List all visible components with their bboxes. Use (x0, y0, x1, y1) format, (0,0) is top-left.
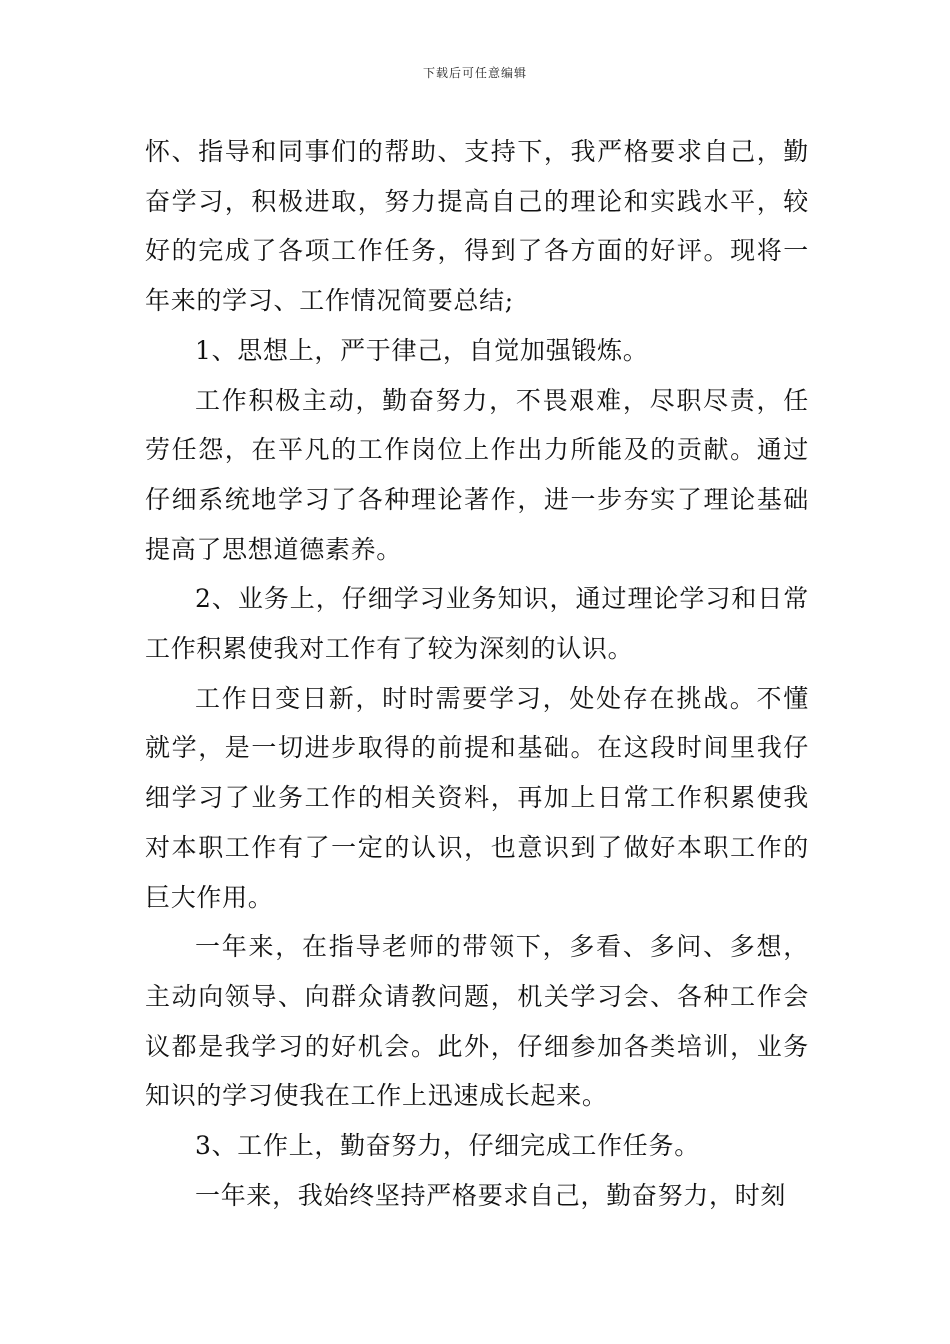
page-header: 下载后可任意编辑 (422, 66, 527, 80)
paragraph-7: 3、工作上，勤奋努力，仔细完成工作任务。 (195, 1131, 700, 1161)
paragraph-6: 一年来，在指导老师的带领下，多看、多问、多想，主动向领导、向群众请教问题，机关学习会、各种工作会议都是我学习的好机会。此外，仔细参加各类培训，业务知识的学习使我在工作上迅速成长起来。 (145, 932, 809, 1111)
paragraph-1: 怀、指导和同事们的帮助、支持下，我严格要求自己，勤奋学习，积极进取，努力提高自己的理论和实践水平，较好的完成了各项工作任务，得到了各方面的好评。现将一年来的学习、工作情况简要总结; (145, 137, 809, 316)
paragraph-2: 1、思想上，严于律己，自觉加强锻炼。 (195, 335, 649, 365)
document-body (145, 127, 809, 1220)
paragraph-5: 工作日变日新，时时需要学习，处处存在挑战。不懂就学，是一切进步取得的前提和基础。在这段时间里我仔细学习了业务工作的相关资料，再加上日常工作积累使我对本职工作有了一定的认识，也意识到了做好本职工作的巨大作用。 (145, 683, 809, 912)
paragraph-4: 2、业务上，仔细学习业务知识，通过理论学习和日常工作积累使我对工作有了较为深刻的认识。 (145, 584, 809, 664)
paragraph-8: 一年来，我始终坚持严格要求自己，勤奋努力，时刻 (195, 1180, 787, 1210)
paragraph-3: 工作积极主动，勤奋努力，不畏艰难，尽职尽责，任劳任怨，在平凡的工作岗位上作出力所能及的贡献。通过仔细系统地学习了各种理论著作，进一步夯实了理论基础提高了思想道德素养。 (145, 385, 809, 564)
